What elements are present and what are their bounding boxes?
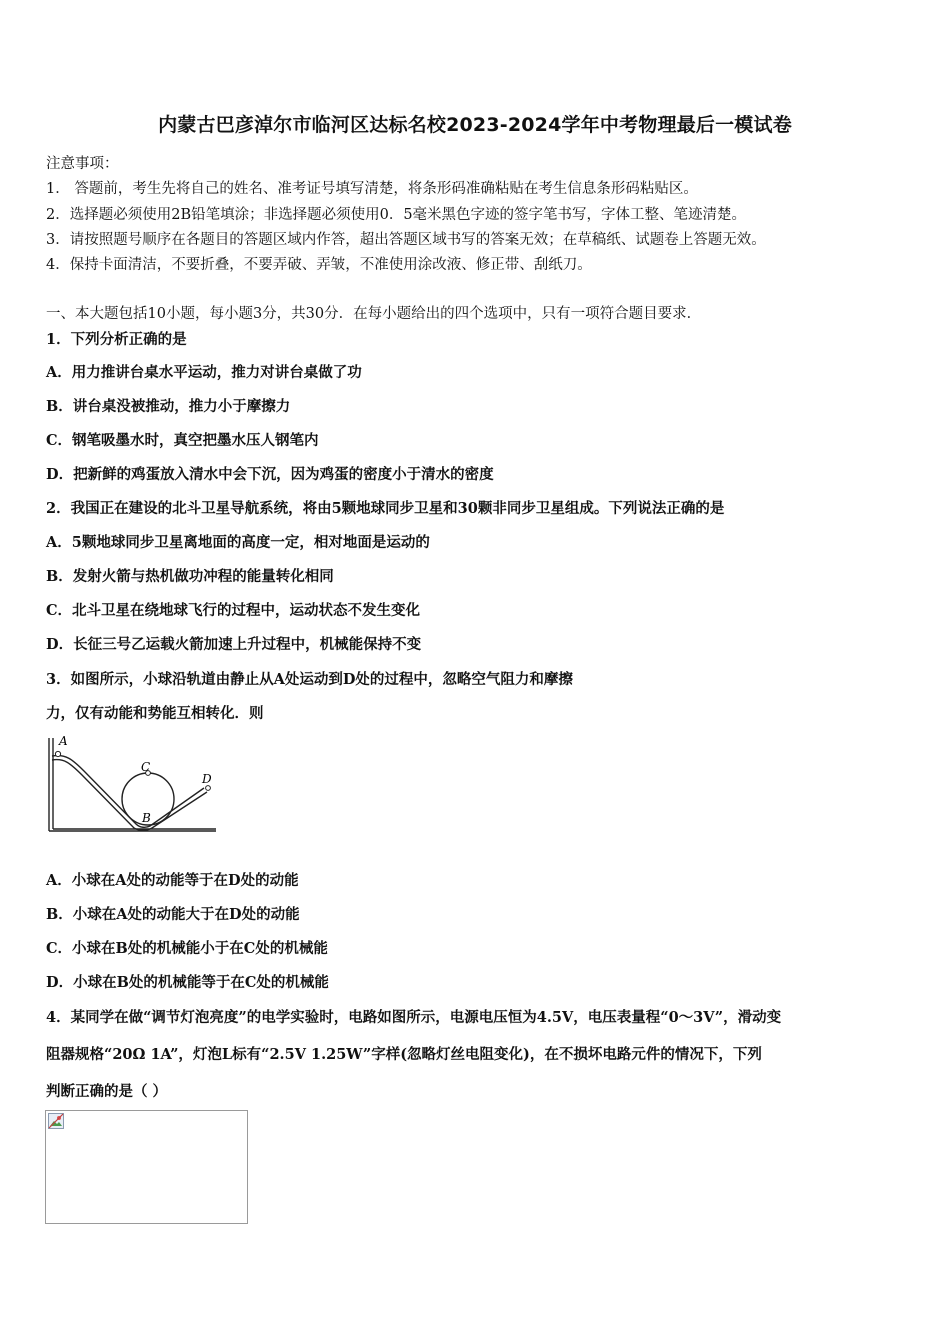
question-3-option-d: D．小球在B处的机械能等于在C处的机械能 xyxy=(46,974,329,991)
question-4-stem-line-3: 判断正确的是（ ） xyxy=(46,1083,168,1100)
question-3-stem-line-1: 3．如图所示，小球沿轨道由静止从A处运动到D处的过程中，忽略空气阻力和摩擦 xyxy=(46,671,573,688)
circuit-image-placeholder xyxy=(45,1110,248,1224)
question-3-stem-line-2: 力，仅有动能和势能互相转化．则 xyxy=(46,705,264,722)
notice-item-3: 3．请按照题号顺序在各题目的答题区域内作答，超出答题区域书写的答案无效；在草稿纸、试题卷上答题无效。 xyxy=(46,232,766,248)
question-1-option-a: A．用力推讲台桌水平运动，推力对讲台桌做了功 xyxy=(46,364,362,381)
question-1-option-d: D．把新鲜的鸡蛋放入清水中会下沉，因为鸡蛋的密度小于清水的密度 xyxy=(46,466,494,483)
question-4-stem-line-1: 4．某同学在做“调节灯泡亮度”的电学实验时，电路如图所示，电源电压恒为4.5V，电压表量程“0～3V”，滑动变 xyxy=(46,1009,782,1026)
question-4-stem-line-2: 阻器规格“20Ω 1A”，灯泡L标有“2.5V 1.25W”字样(忽略灯丝电阻变化)，在不损坏电路元件的情况下，下列 xyxy=(46,1046,762,1063)
question-3-option-b: B．小球在A处的动能大于在D处的动能 xyxy=(46,906,300,923)
question-1-option-b: B．讲台桌没被推动，推力小于摩擦力 xyxy=(46,398,291,415)
ball-at-a xyxy=(55,751,60,756)
question-1-option-c: C．钢笔吸墨水时，真空把墨水压人钢笔内 xyxy=(46,432,319,449)
question-2-option-d: D．长征三号乙运载火箭加速上升过程中，机械能保持不变 xyxy=(46,636,422,653)
question-3-option-c: C．小球在B处的机械能小于在C处的机械能 xyxy=(46,940,328,957)
exam-title: 内蒙古巴彦淖尔市临河区达标名校2023-2024学年中考物理最后一模试卷 xyxy=(158,114,792,136)
question-2-option-c: C．北斗卫星在绕地球飞行的过程中，运动状态不发生变化 xyxy=(46,602,421,619)
track-inner xyxy=(52,760,207,831)
question-2-option-b: B．发射火箭与热机做功冲程的能量转化相同 xyxy=(46,568,334,585)
label-b: B xyxy=(142,811,151,825)
question-1-stem: 1．下列分析正确的是 xyxy=(46,331,187,348)
ball-at-d xyxy=(206,786,211,791)
notice-heading: 注意事项： xyxy=(46,156,119,172)
label-d: D xyxy=(202,772,212,786)
section-header: 一、本大题包括10小题，每小题3分，共30分．在每小题给出的四个选项中，只有一项符合题目要求． xyxy=(46,306,702,322)
broken-image-icon xyxy=(48,1113,64,1129)
label-a: A xyxy=(59,734,68,748)
question-3-option-a: A．小球在A处的动能等于在D处的动能 xyxy=(46,872,299,889)
track-diagram xyxy=(44,733,219,838)
label-c: C xyxy=(141,760,151,774)
notice-item-1: 1． 答题前，考生先将自己的姓名、准考证号填写清楚，将条形码准确粘贴在考生信息条形码粘贴区。 xyxy=(46,181,698,197)
notice-item-2: 2．选择题必须使用2B铅笔填涂；非选择题必须使用0．5毫米黑色字迹的签字笔书写，字体工整、笔迹清楚。 xyxy=(46,207,747,223)
question-2-option-a: A．5颗地球同步卫星离地面的高度一定，相对地面是运动的 xyxy=(46,534,430,551)
question-2-stem: 2．我国正在建设的北斗卫星导航系统，将由5颗地球同步卫星和30颗非同步卫星组成。下列说法正确的是 xyxy=(46,500,725,517)
notice-item-4: 4．保持卡面清洁，不要折叠，不要弄破、弄皱，不准使用涂改液、修正带、刮纸刀。 xyxy=(46,257,592,273)
